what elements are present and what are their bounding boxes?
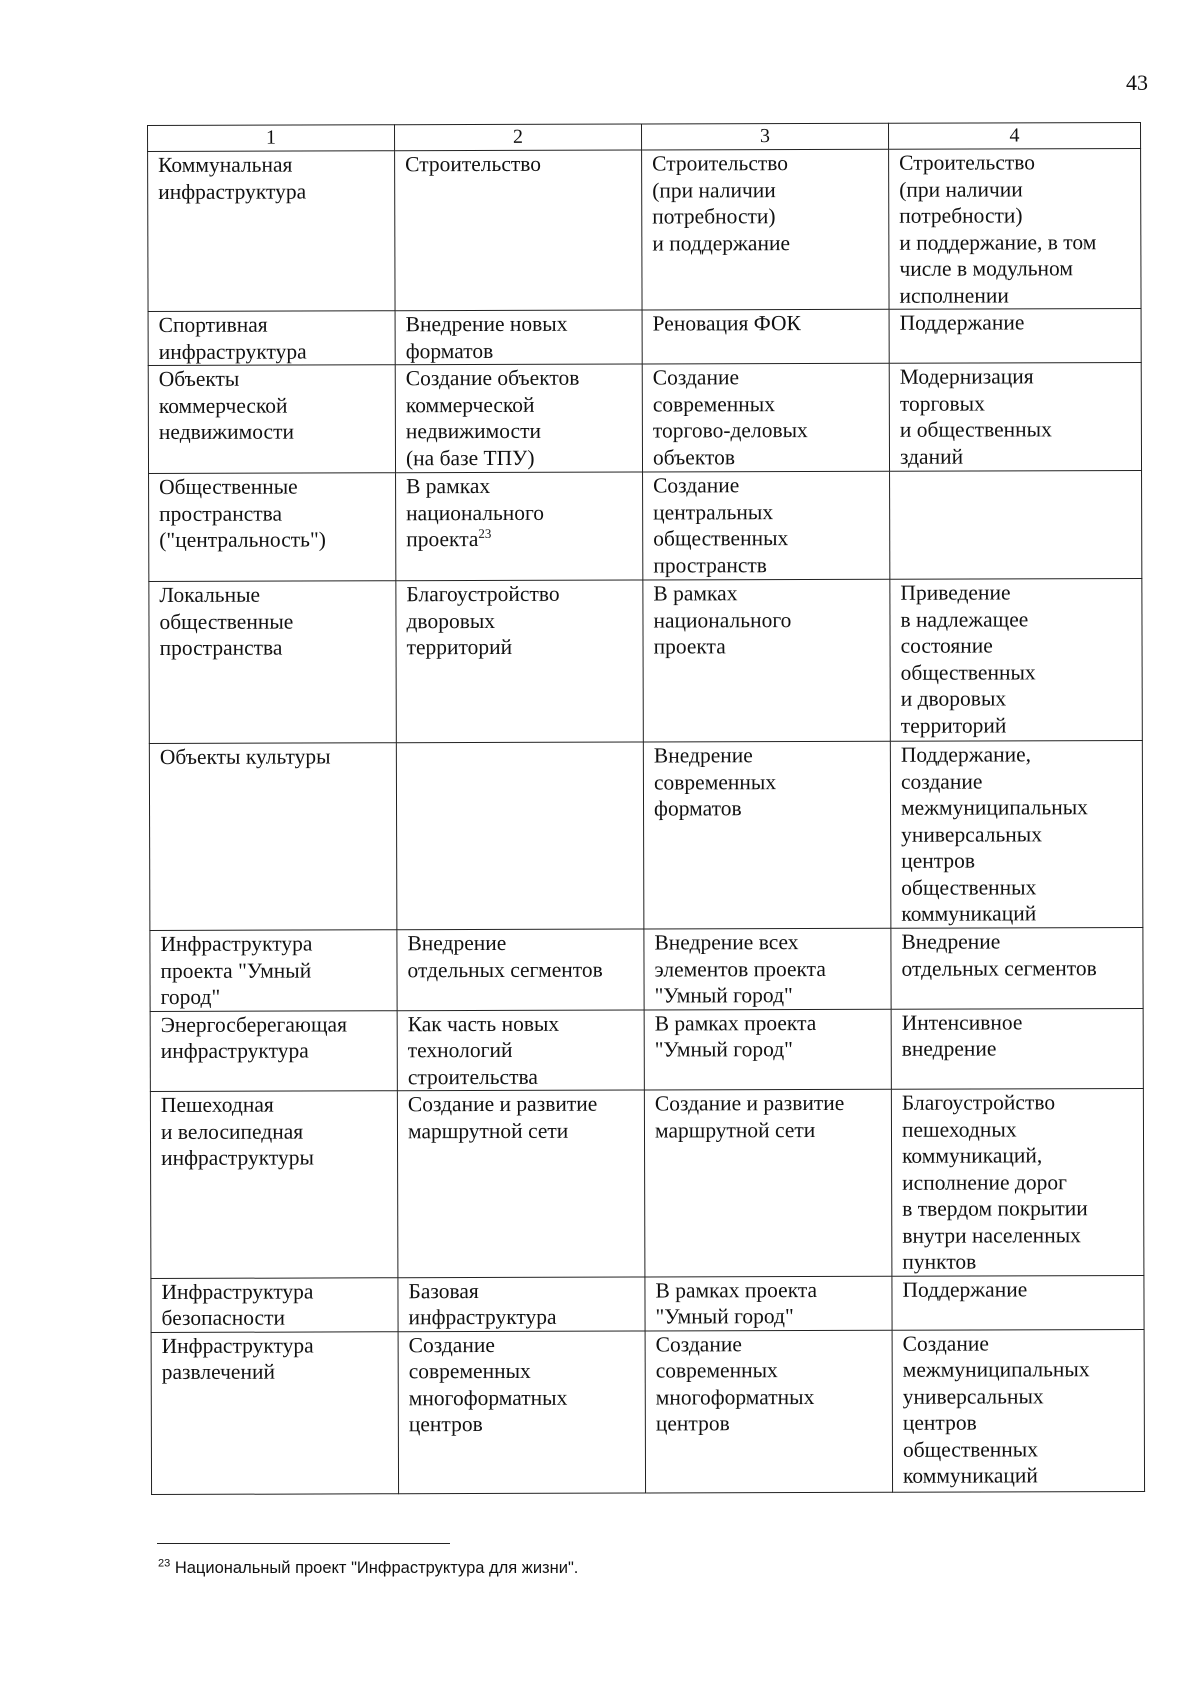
table-cell: Модернизация торговых и общественных зданий bbox=[889, 363, 1141, 472]
table-cell: Создание современных торгово-деловых объектов bbox=[642, 363, 889, 472]
footnote bbox=[158, 1559, 578, 1578]
table-cell-text: В рамках национального проекта bbox=[406, 473, 545, 552]
table-row bbox=[150, 1089, 1144, 1278]
page-number: 43 bbox=[1126, 70, 1148, 95]
table-cell: Спортивная инфраструктура bbox=[148, 311, 395, 366]
footnote-number: 23 bbox=[158, 1557, 171, 1570]
header-cell: 2 bbox=[395, 124, 642, 151]
table-cell: Инфраструктура развлечений bbox=[151, 1331, 398, 1494]
header-cell: 3 bbox=[641, 123, 888, 150]
table-cell: В рамках проекта "Умный город" bbox=[645, 1276, 892, 1331]
table-cell: Как часть новых технологий строительства bbox=[397, 1010, 644, 1091]
table-cell: Локальные общественные пространства bbox=[149, 581, 396, 744]
header-cell: 4 bbox=[888, 123, 1140, 150]
table-cell: Внедрение отдельных сегментов bbox=[891, 928, 1143, 1009]
table-cell: Поддержание bbox=[892, 1275, 1144, 1330]
footnote-text: Национальный проект "Инфраструктура для жизни". bbox=[174, 1559, 579, 1577]
table-row bbox=[149, 579, 1142, 744]
table-cell: Строительство bbox=[395, 150, 642, 311]
table-cell: Базовая инфраструктура bbox=[398, 1277, 645, 1332]
table-cell: Внедрение отдельных сегментов bbox=[397, 929, 644, 1010]
table-row bbox=[148, 309, 1141, 366]
table-cell: Внедрение всех элементов проекта "Умный город" bbox=[644, 928, 891, 1009]
table-cell: Строительство (при наличии потребности) и поддержание bbox=[642, 149, 889, 310]
table-row bbox=[149, 471, 1142, 582]
table-cell: Инфраструктура безопасности bbox=[151, 1277, 398, 1332]
footnote-ref: 23 bbox=[478, 525, 492, 541]
table-cell: Инфраструктура проекта "Умный город" bbox=[150, 930, 397, 1011]
table-cell: Создание современных многоформатных центров bbox=[645, 1330, 892, 1493]
table-cell: Энергосберегающая инфраструктура bbox=[150, 1010, 397, 1091]
table-cell: Объекты коммерческой недвижимости bbox=[148, 365, 395, 474]
table-cell: Поддержание, создание межмуниципальных универсальных центров общественных коммуникаций bbox=[890, 741, 1143, 929]
table-cell: Создание межмуниципальных универсальных центров общественных коммуникаций bbox=[892, 1329, 1144, 1492]
table-cell: Приведение в надлежащее состояние общественных и дворовых территорий bbox=[890, 579, 1142, 742]
table-cell: Внедрение новых форматов bbox=[395, 310, 642, 365]
table-row bbox=[150, 1008, 1143, 1091]
table-cell: Создание объектов коммерческой недвижимости (на базе ТПУ) bbox=[395, 364, 642, 473]
table-header-row bbox=[148, 123, 1141, 152]
table-cell: Благоустройство дворовых территорий bbox=[396, 580, 643, 743]
table-cell-with-footnote bbox=[396, 472, 643, 581]
table-row bbox=[148, 149, 1141, 312]
table-row bbox=[149, 741, 1143, 931]
table-cell: Создание центральных общественных пространств bbox=[643, 471, 890, 580]
table-cell: Пешеходная и велосипедная инфраструктуры bbox=[150, 1091, 398, 1278]
table-cell: Создание современных многоформатных центров bbox=[398, 1331, 645, 1494]
table-cell: Поддержание bbox=[889, 309, 1141, 364]
table-cell: Создание и развитие маршрутной сети bbox=[644, 1089, 892, 1276]
table-row bbox=[151, 1329, 1144, 1494]
table-cell: В рамках национального проекта bbox=[643, 579, 890, 742]
table-cell bbox=[396, 742, 644, 930]
footnote-divider bbox=[157, 1543, 450, 1544]
table-row bbox=[150, 928, 1143, 1011]
header-cell: 1 bbox=[148, 125, 395, 152]
table-cell: Объекты культуры bbox=[149, 743, 397, 931]
table-cell: Благоустройство пешеходных коммуникаций, исполнение дорог в твердом покрытии внутри населенных пунктов bbox=[891, 1089, 1144, 1276]
infrastructure-table bbox=[147, 122, 1145, 1494]
table-cell bbox=[890, 471, 1142, 580]
table-cell: В рамках проекта "Умный город" bbox=[644, 1009, 891, 1090]
table-cell: Коммунальная инфраструктура bbox=[148, 151, 395, 312]
table-cell: Интенсивное внедрение bbox=[891, 1008, 1143, 1089]
table-cell: Общественные пространства ("центральность") bbox=[149, 473, 396, 582]
table-row bbox=[148, 363, 1141, 474]
table-cell: Внедрение современных форматов bbox=[643, 741, 891, 929]
table-cell: Строительство (при наличии потребности) и поддержание, в том числе в модульном исполнении bbox=[889, 149, 1141, 310]
table-cell: Реновация ФОК bbox=[642, 309, 889, 364]
table-cell: Создание и развитие маршрутной сети bbox=[397, 1090, 645, 1277]
table-row bbox=[151, 1275, 1144, 1332]
